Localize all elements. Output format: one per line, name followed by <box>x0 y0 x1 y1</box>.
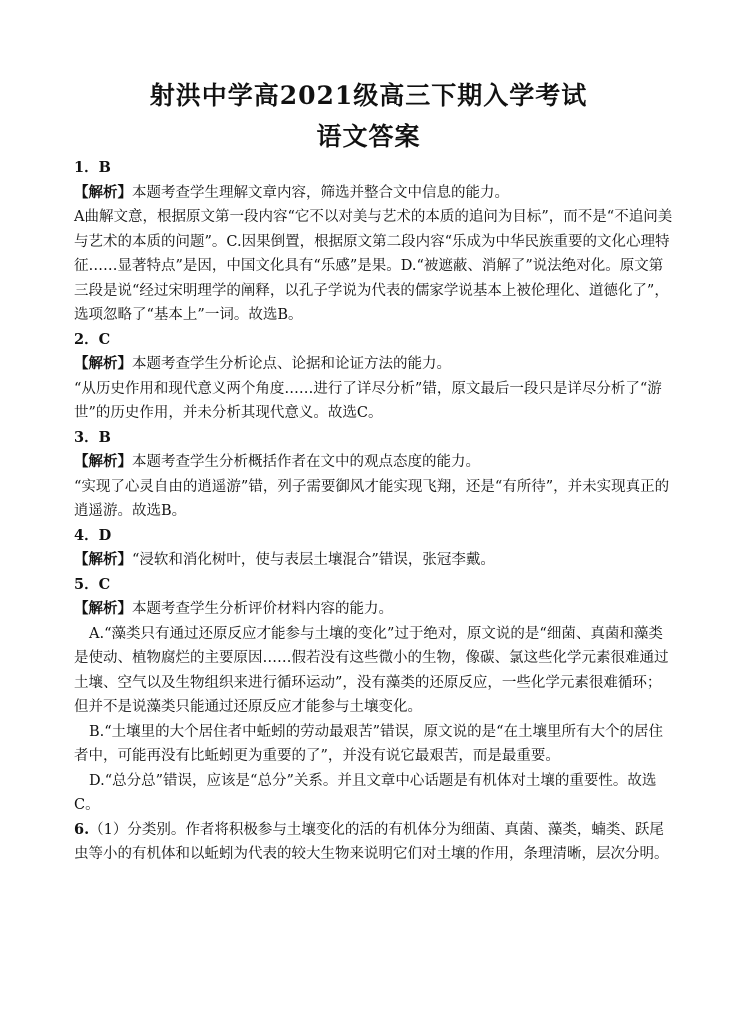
question-number: 2．C <box>74 330 111 348</box>
analysis-text: 本题考查学生理解文章内容，筛选并整合文中信息的能力。 <box>132 184 509 201</box>
analysis-line <box>74 181 674 206</box>
analysis-label: 【解析】 <box>74 551 132 568</box>
analysis-line <box>74 450 674 475</box>
analysis-text: 本题考查学生分析论点、论据和论证方法的能力。 <box>132 356 451 372</box>
explanation-paragraph: “从历史作用和现代意义两个角度……进行了详尽分析”错，原文最后一段只是详尽分析了“游世”的历史作用，并未分析其现代意义。故选C。 <box>74 380 662 421</box>
explanation-paragraph: A曲解文意，根据原文第一段内容“它不以对美与艺术的本质的追问为目标”，而不是“不追问美与艺术的本质的问题”。C.因果倒置，根据原文第二段内容“乐成为中华民族重要的文化心理特征……显著特点”是因，中国文化具有“乐感”是果。D.“被遮蔽、消解了”说法绝对化。原文第三段是说“经过宋明理学的阐释，以孔子学说为代表的儒家学说基本上被伦理化、道德化了”，选项忽略了“基本上”一词。故选B。 <box>74 209 673 323</box>
analysis-text: “浸软和消化树叶，使与表层土壤混合”错误，张冠李戴。 <box>132 552 495 568</box>
analysis-line <box>74 352 674 377</box>
page-title: 射洪中学高2021级高三下期入学考试 <box>149 81 588 110</box>
analysis-label: 【解析】 <box>74 183 132 201</box>
analysis-line <box>74 597 674 622</box>
question-number: 4．D <box>74 526 112 544</box>
option-a-paragraph: A.“藻类只有通过还原反应才能参与土壤的变化”过于绝对，原文说的是“细菌、真菌和藻类是使动、植物腐烂的主要原因……假若没有这些微小的生物，像碳、氯这些化学元素很难通过土壤、空气以及生物组织来进行循环运动”，没有藻类的还原反应，一些化学元素很难循环；但并不是说藻类只能通过还原反应才能参与土壤变化。 <box>74 625 669 715</box>
analysis-label: 【解析】 <box>74 453 132 470</box>
question-number: 5．C <box>74 575 111 593</box>
question-number: 1．B <box>74 159 111 176</box>
page-subtitle: 语文答案 <box>316 122 421 151</box>
answer-text: （1）分类别。作者将积极参与土壤变化的活的有机体分为细菌、真菌、藻类，蝻类、跃尾虫等小的有机体和以蚯蚓为代表的较大生物来说明它们对土壤的作用，条理清晰，层次分明。 <box>74 821 669 862</box>
question-number: 3．B <box>74 428 111 446</box>
answer-content <box>74 156 674 867</box>
analysis-label: 【解析】 <box>74 355 132 372</box>
option-d-paragraph: D.“总分总”错误，应该是“总分”关系。并且文章中心话题是有机体对土壤的重要性。故选C。 <box>74 772 657 813</box>
analysis-text: 本题考查学生分析评价材料内容的能力。 <box>132 601 393 617</box>
option-b-paragraph: B.“土壤里的大个居住者中蚯蚓的劳动最艰苦”错误，原文说的是“在土壤里所有大个的居住者中，可能再没有比蚯蚓更为重要的了”，并没有说它最艰苦，而是最重要。 <box>74 723 663 764</box>
analysis-label: 【解析】 <box>74 600 132 617</box>
question-6-paragraph <box>74 818 674 867</box>
explanation-paragraph: “实现了心灵自由的逍遥游”错，列子需要御风才能实现飞翔，还是“有所待”，并未实现真正的逍遥游。故选B。 <box>74 478 670 519</box>
analysis-line <box>74 548 674 573</box>
question-number: 6. <box>74 820 90 838</box>
analysis-text: 本题考查学生分析概括作者在文中的观点态度的能力。 <box>132 454 480 470</box>
